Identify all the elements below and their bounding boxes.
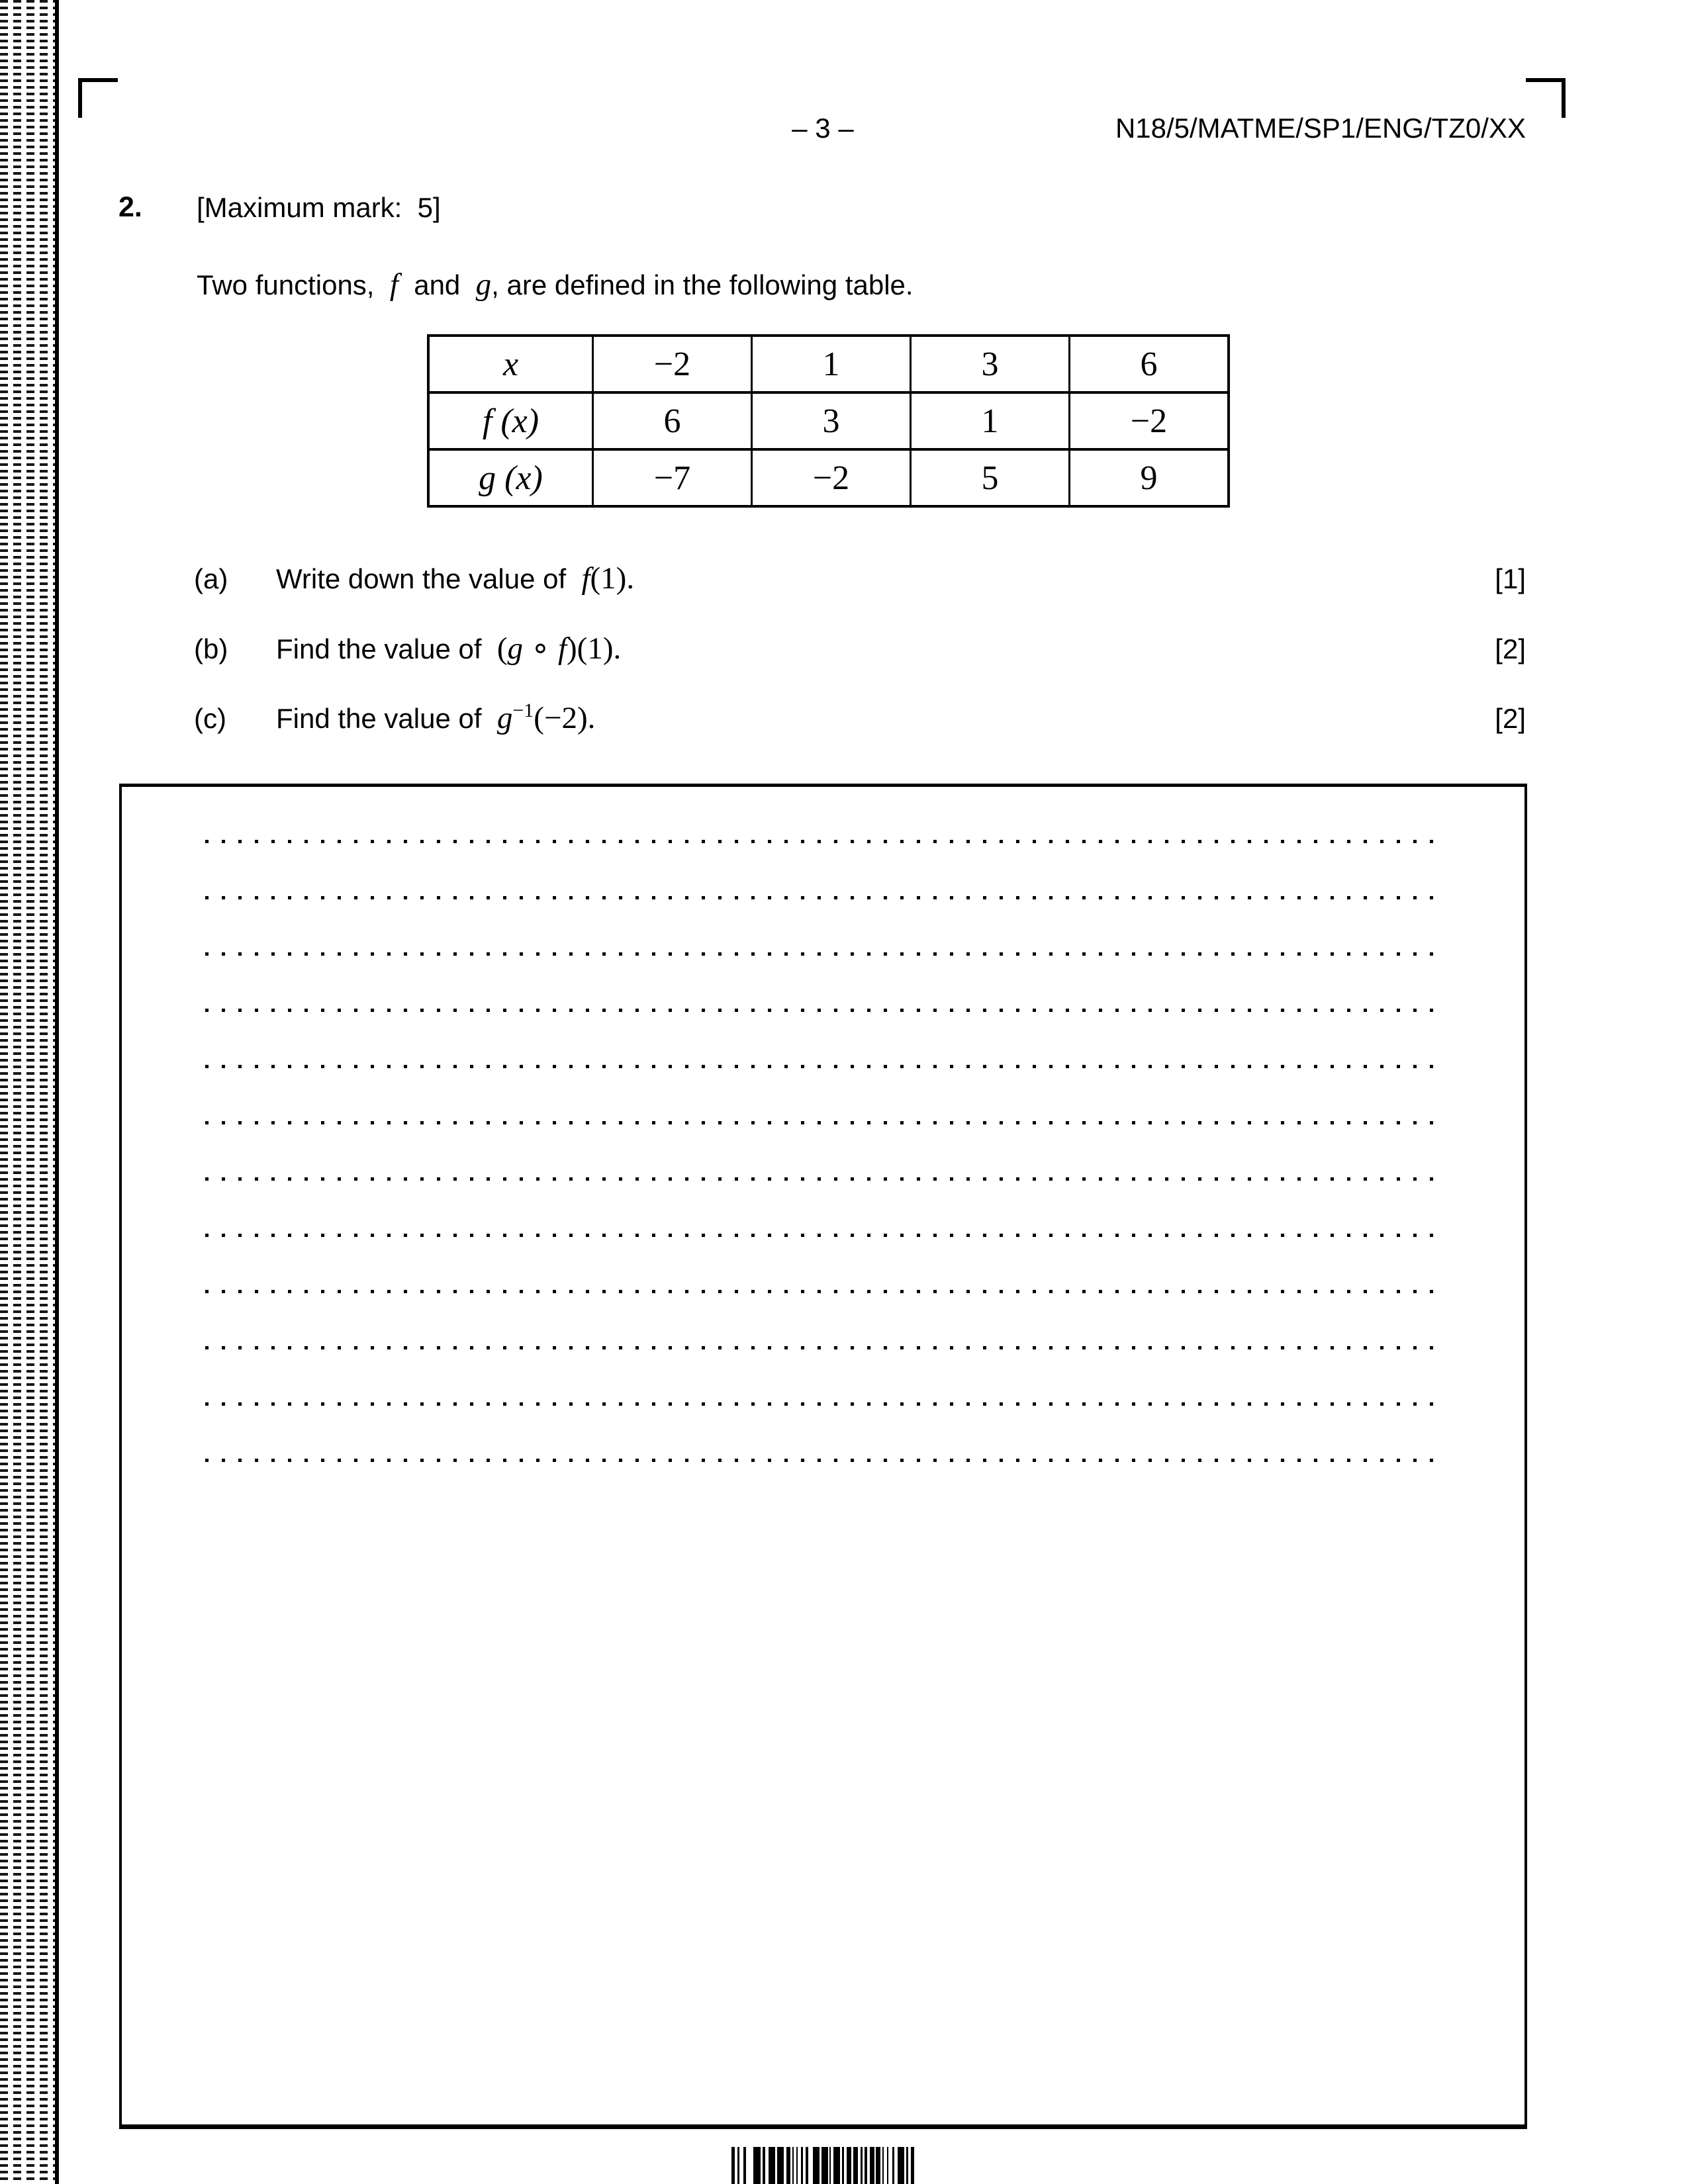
intro-text: Two functions,: [197, 269, 390, 300]
crop-mark-top-left: [78, 78, 82, 118]
barcode-bar: [786, 2147, 790, 2184]
part-a: [194, 560, 1526, 598]
table-cell: 9: [1070, 449, 1229, 506]
answer-dotted-line: [205, 1234, 1443, 1237]
barcode-bar: [882, 2147, 884, 2184]
table-row-header: x: [428, 336, 593, 392]
answer-dotted-line: [205, 1177, 1443, 1181]
math-argument: (1).: [590, 561, 635, 596]
part-b: [194, 630, 1526, 668]
barcode-bar: [906, 2147, 908, 2184]
barcode-bar: [737, 2147, 739, 2184]
table-cell: −7: [593, 449, 752, 506]
table-row: [428, 336, 1229, 392]
barcode-bar: [898, 2147, 904, 2184]
part-text: Find the value of: [276, 703, 497, 734]
barcode-bar: [853, 2147, 858, 2184]
math-argument: (−2).: [534, 701, 596, 735]
barcode-bar: [796, 2147, 798, 2184]
barcode-bar: [813, 2147, 820, 2184]
answer-dotted-line: [205, 1121, 1443, 1124]
part-label: (b): [194, 633, 228, 664]
answer-dotted-line: [205, 1290, 1443, 1293]
barcode-bar: [861, 2147, 863, 2184]
crop-mark-top-right: [1526, 78, 1566, 82]
barcode-bar: [777, 2147, 784, 2184]
table-row-header: g (x): [428, 449, 593, 506]
table-cell: 6: [593, 392, 752, 449]
table-cell: 6: [1070, 336, 1229, 392]
left-edge-binding-pattern: [0, 0, 55, 2184]
barcode-bar: [769, 2147, 775, 2184]
barcode-bar: [911, 2147, 914, 2184]
mark-allocation: [2]: [1495, 633, 1526, 664]
table-row-header: f (x): [428, 392, 593, 449]
answer-dotted-line: [205, 1402, 1443, 1406]
barcode-bar: [870, 2147, 874, 2184]
mark-allocation: [1]: [1495, 563, 1526, 594]
table-cell: 3: [911, 336, 1070, 392]
mark-allocation: [2]: [1495, 703, 1526, 734]
paper-code: N18/5/MATME/SP1/ENG/TZ0/XX: [1115, 113, 1526, 144]
math-f: f: [557, 631, 567, 666]
barcode-bar: [806, 2147, 808, 2184]
part-c: [194, 700, 1526, 738]
part-label: (c): [194, 703, 226, 734]
table-cell: 3: [752, 392, 911, 449]
table-cell: −2: [1070, 392, 1229, 449]
answer-dotted-line: [205, 840, 1443, 843]
barcode-bar: [821, 2147, 828, 2184]
question-intro: [197, 268, 914, 302]
math-g: g: [507, 631, 524, 666]
math-g: g: [496, 701, 513, 735]
barcode-bar: [731, 2147, 735, 2184]
answer-dotted-line: [205, 952, 1443, 956]
question-number: 2.: [118, 191, 142, 223]
barcode-bar: [801, 2147, 803, 2184]
barcode-bar: [876, 2147, 880, 2184]
table-cell: −2: [752, 449, 911, 506]
barcode-bar: [753, 2147, 761, 2184]
barcode-bar: [763, 2147, 765, 2184]
left-edge-rule: [55, 0, 59, 2184]
intro-text: , are defined in the following table.: [491, 269, 914, 300]
exam-page-barcode: [731, 2147, 914, 2184]
part-label: (a): [194, 563, 228, 594]
answer-dotted-line: [205, 1009, 1443, 1012]
math-composition-operator: ∘: [523, 631, 558, 666]
barcode-bar: [829, 2147, 831, 2184]
crop-mark-top-right: [1562, 78, 1566, 118]
barcode-bar: [792, 2147, 794, 2184]
table-row: [428, 392, 1229, 449]
answer-box: [119, 784, 1527, 2129]
page-number: – 3 –: [792, 113, 854, 144]
barcode-bar: [743, 2147, 746, 2184]
answer-dotted-line: [205, 896, 1443, 899]
math-f: f: [581, 561, 590, 596]
math-open-paren: (: [496, 631, 508, 666]
table-cell: 1: [752, 336, 911, 392]
answer-dotted-line: [205, 1065, 1443, 1068]
barcode-bar: [847, 2147, 851, 2184]
barcode-bar: [887, 2147, 888, 2184]
function-values-table: [427, 334, 1230, 508]
function-g-symbol: g: [475, 267, 492, 302]
barcode-bar: [892, 2147, 894, 2184]
crop-mark-top-left: [78, 78, 118, 82]
max-mark-label: [Maximum mark: 5]: [197, 192, 441, 223]
answer-dotted-line: [205, 1459, 1443, 1462]
intro-text: and: [398, 269, 476, 300]
answer-dotted-line: [205, 1346, 1443, 1349]
table-cell: 1: [911, 392, 1070, 449]
table-cell: 5: [911, 449, 1070, 506]
barcode-bar: [842, 2147, 844, 2184]
math-inverse-superscript: −1: [512, 700, 534, 721]
part-text: Write down the value of: [276, 563, 582, 594]
math-argument: )(1).: [567, 631, 622, 666]
part-text: Find the value of: [276, 633, 497, 664]
function-f-symbol: f: [389, 267, 399, 302]
barcode-bar: [865, 2147, 867, 2184]
table-cell: −2: [593, 336, 752, 392]
table-row: [428, 449, 1229, 506]
barcode-bar: [833, 2147, 840, 2184]
